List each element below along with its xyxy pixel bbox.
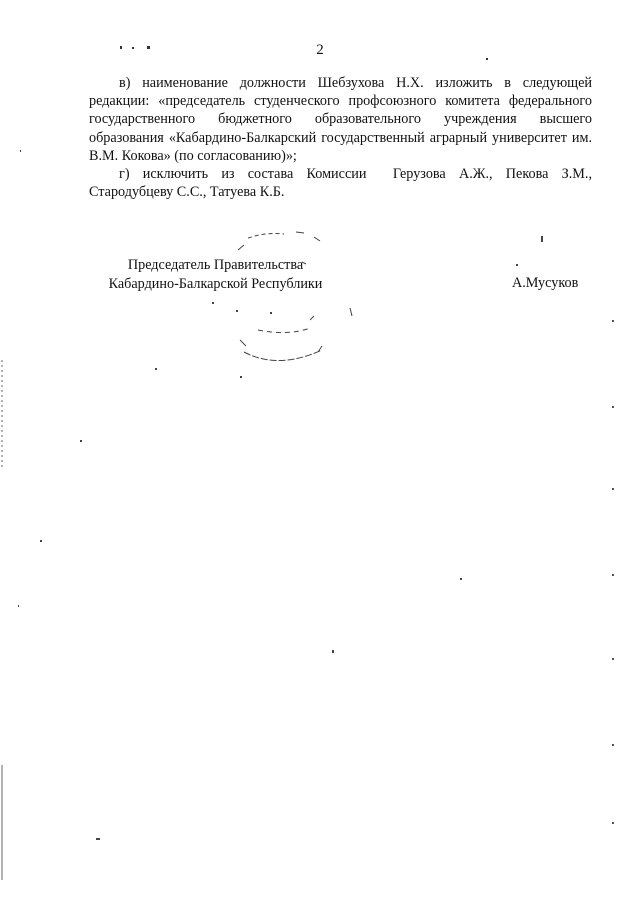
stray-dots — [18, 150, 543, 840]
signatory-title — [88, 256, 343, 293]
stamp-impression — [238, 232, 352, 361]
signatory-title-line1: Председатель Правительства — [127, 257, 304, 273]
paragraph-v: в) наименование должности Шебзухова Н.Х. изложить в следующей редакции: «председатель студенческого профсоюзного комитета федерального государственного бюджетного образовательного учреждения высшего образования «Кабардино-Балкарский государственный аграрный университет им. В.М. Кокова» (по согласованию)»; — [89, 75, 596, 164]
signatory-title-line2: Кабардино-Балкарской Республики — [108, 275, 323, 292]
paragraph-g: г) исключить из состава Комиссии Герузова А.Ж., Пекова З.М., Стародубцеву С.С., Татуева К.Б. — [89, 166, 596, 201]
right-margin-specks — [612, 320, 614, 824]
page-number: 2 — [316, 42, 324, 58]
document-body — [89, 74, 596, 201]
signatory-name: А.Мусуков — [512, 275, 579, 291]
